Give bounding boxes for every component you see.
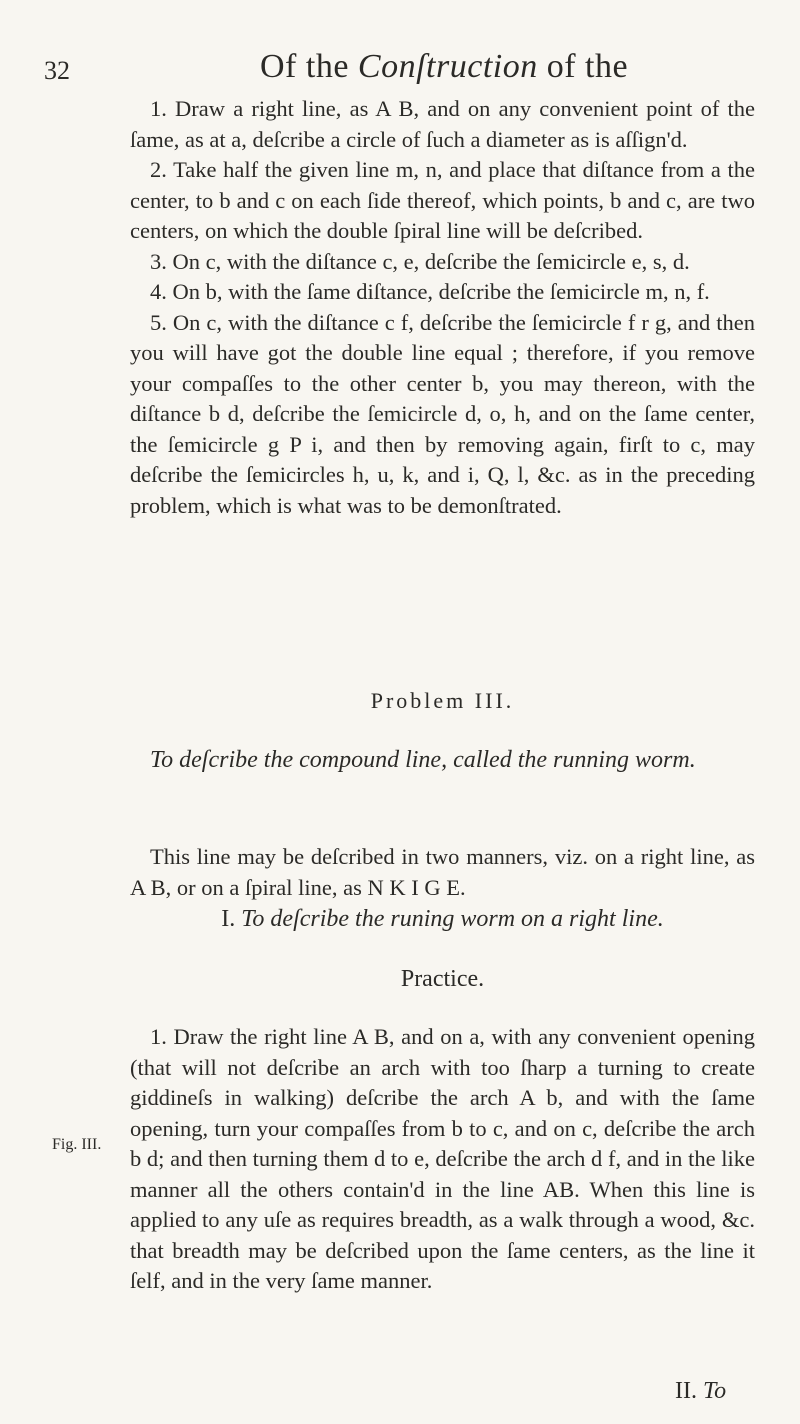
construction-steps (130, 94, 755, 521)
section-heading (130, 906, 755, 933)
practice-heading: Practice. (400, 966, 485, 992)
step-paragraph-1: 1. Draw a right line, as A B, and on any convenient point of the ſame, as at a, deſcribe a circle of ſuch a diameter as is aſſign'd. (130, 96, 755, 152)
page-number: 32 (44, 56, 70, 85)
catchword (675, 1378, 726, 1405)
step-paragraph-4: 4. On b, with the ſame diſtance, deſcribe the ſemicircle m, n, f. (150, 279, 710, 304)
running-head-prefix: Of the (260, 48, 358, 85)
problem-heading: Problem III. (370, 688, 515, 713)
section-numeral: I. (221, 906, 236, 932)
step-paragraph-2: 2. Take half the given line m, n, and place that diſtance from a the center, to b and c on each ſide thereof, which points, b and c, are two centers, on which the double ſpiral line will be deſcribed. (130, 157, 755, 243)
figure-margin-note: Fig. III. (52, 1136, 102, 1153)
section-title: To deſcribe the runing worm on a right line. (241, 906, 664, 932)
step-paragraph-3: 3. On c, with the diſtance c, e, deſcribe the ſemicircle e, s, d. (150, 248, 690, 274)
step-paragraph-5: 5. On c, with the diſtance c f, deſcribe the ſemicircle f r g, and then you will have got the double line equal ; therefore, if you remove your compaſſes to the other center b, you may thereon, with the diſtance b d, deſcribe the ſemicircle d, o, h, and on the ſame center, the ſemicircle g P i, and then by removing again, firſt to c, may deſcribe the ſemicircles h, u, k, and i, Q, l, &c. as in the preceding problem, which is what was to be demonſtrated. (130, 309, 755, 518)
practice-block (130, 1022, 755, 1297)
running-head-italic: Conſtruction (357, 48, 538, 85)
intro-paragraph: This line may be deſcribed in two manners, viz. on a right line, as A B, or on a ſpiral line, as N K I G E. (130, 844, 755, 900)
running-head-suffix: of the (537, 48, 629, 85)
running-head (260, 48, 628, 86)
catchword-numeral: II. (675, 1378, 697, 1404)
intro-block (130, 842, 755, 903)
problem-title: To deſcribe the compound line, called the running worm. (150, 747, 696, 773)
practice-paragraph: 1. Draw the right line A B, and on a, with any convenient opening (that will not deſcribe an arch with too ſharp a turning to create giddineſs in walking) deſcribe the arch A b, and with the ſame opening, turn your compaſſes from b to c, and on c, deſcribe the arch b d; and then turning them d to e, deſcribe the arch d f, and in the like manner all the others contain'd in the line AB. When this line is applied to any uſe as requires breadth, as a walk through a wood, &c. that breadth may be deſcribed upon the ſame centers, as the line it ſelf, and in the very ſame manner. (130, 1024, 755, 1293)
catchword-word: To (702, 1378, 727, 1404)
